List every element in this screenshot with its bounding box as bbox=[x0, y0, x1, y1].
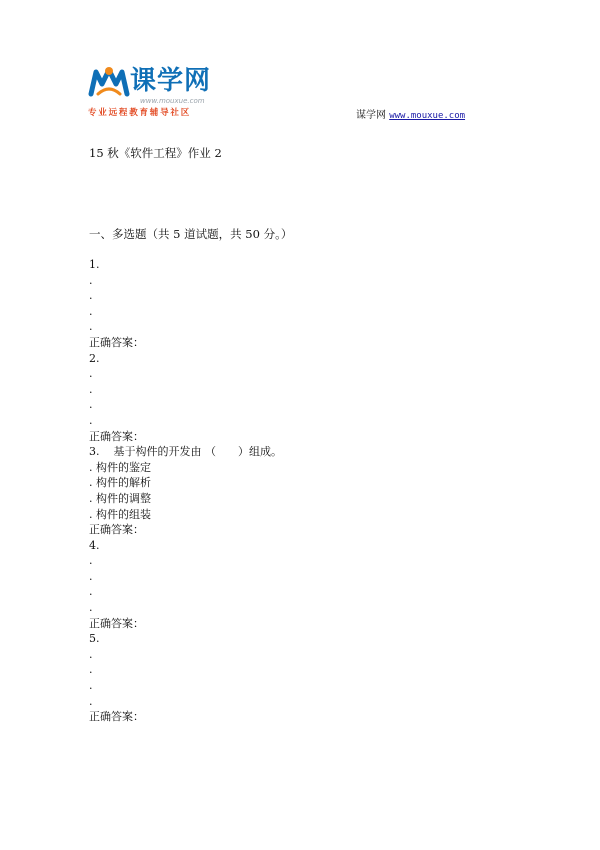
answer-label: 正确答案： bbox=[89, 429, 144, 443]
logo-text: 课学网 bbox=[130, 66, 212, 96]
document-title: 15 秋《软件工程》作业 2 bbox=[89, 146, 222, 160]
header-site-link[interactable] bbox=[356, 106, 465, 121]
header-site-name: 谋学网 bbox=[356, 110, 386, 121]
question-option: . bbox=[89, 304, 93, 318]
page-header bbox=[88, 60, 468, 120]
question-1 bbox=[89, 257, 509, 351]
question-4 bbox=[89, 538, 509, 632]
question-option: . bbox=[89, 554, 93, 568]
answer-label: 正确答案： bbox=[89, 523, 144, 537]
question-option: . bbox=[89, 694, 93, 708]
question-option: . bbox=[89, 663, 93, 677]
question-list bbox=[89, 257, 509, 725]
question-option: . bbox=[89, 398, 93, 412]
header-site-url[interactable]: www.mouxue.com bbox=[389, 111, 466, 121]
question-option: . bbox=[89, 413, 93, 427]
question-number: 4. bbox=[89, 538, 100, 552]
question-option: . 构件的调整 bbox=[89, 491, 151, 505]
question-option: . bbox=[89, 320, 93, 334]
question-option: . bbox=[89, 367, 93, 381]
question-3 bbox=[89, 444, 509, 538]
question-number: 1. bbox=[89, 258, 100, 271]
question-number: 3. bbox=[89, 445, 100, 459]
logo-url: www.mouxue.com bbox=[140, 97, 205, 105]
logo-m-icon bbox=[88, 64, 130, 98]
logo-slogan: 专业远程教育辅导社区 bbox=[88, 108, 192, 118]
answer-label: 正确答案： bbox=[89, 616, 144, 630]
question-option: . bbox=[89, 289, 93, 303]
answer-label: 正确答案： bbox=[89, 710, 144, 724]
question-header bbox=[89, 444, 509, 460]
question-number: 5. bbox=[89, 632, 100, 646]
question-5 bbox=[89, 631, 509, 725]
question-option: . bbox=[89, 382, 93, 396]
question-option: . bbox=[89, 569, 93, 583]
question-option: . bbox=[89, 601, 93, 615]
section-heading: 一、多选题（共 5 道试题，共 50 分。） bbox=[89, 227, 293, 241]
question-option: . 构件的组装 bbox=[89, 507, 151, 521]
question-number: 2. bbox=[89, 351, 100, 365]
question-option: . bbox=[89, 647, 93, 661]
question-stem: 基于构件的开发由 （ ）组成。 bbox=[113, 445, 282, 459]
answer-label: 正确答案： bbox=[89, 335, 144, 349]
question-2 bbox=[89, 351, 509, 445]
site-logo[interactable] bbox=[88, 64, 238, 118]
question-option: . 构件的鉴定 bbox=[89, 460, 151, 474]
question-option: . bbox=[89, 679, 93, 693]
question-option: . 构件的解析 bbox=[89, 476, 151, 490]
question-option: . bbox=[89, 273, 93, 287]
question-option: . bbox=[89, 585, 93, 599]
